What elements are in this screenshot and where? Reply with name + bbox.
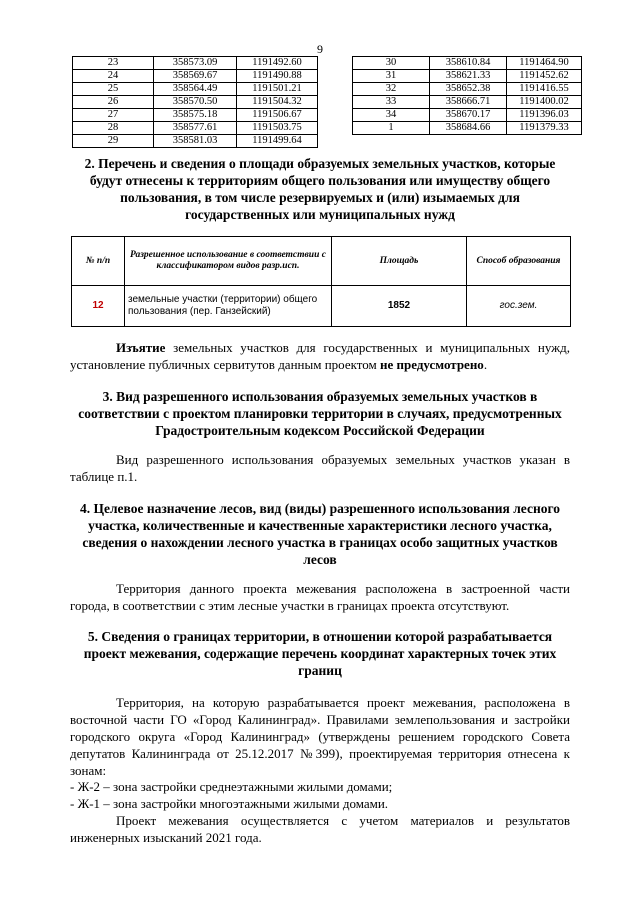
coordinate-x: 358581.03 <box>154 135 237 148</box>
coordinates-table-right <box>352 56 582 135</box>
section5-text: Территория, на которую разрабатывается проект межевания, расположена в восточной части ГО «Город Калининград». Правилами землепользования и застройки городского округа «Город Калининград» (утверждены решением городского Совета депутатов Калининграда от 25.12.2017 №399), проектируемая территория отнесена к зонам: <box>70 695 570 778</box>
point-number: 34 <box>353 109 430 122</box>
point-number: 25 <box>73 83 154 96</box>
parcel-number: 12 <box>72 286 125 327</box>
table-row <box>72 286 571 327</box>
coordinate-y: 1191379.33 <box>507 122 582 135</box>
coordinate-y: 1191492.60 <box>237 57 318 70</box>
coordinate-x: 358610.84 <box>430 57 507 70</box>
coordinate-x: 358684.66 <box>430 122 507 135</box>
header-use: Разрешенное использование в соответствии с классификатором видов разр.исп. <box>125 237 332 286</box>
section4-title: 4. Целевое назначение лесов, вид (виды) разрешенного использования лесного участка, количественные и качественные характеристики лесного участка, сведения о нахождении лесного участка в границах особо защитных участков лесов <box>79 501 561 567</box>
coordinate-y: 1191464.90 <box>507 57 582 70</box>
point-number: 30 <box>353 57 430 70</box>
coordinates-table-left <box>72 56 318 148</box>
table-row <box>353 57 582 70</box>
coordinate-x: 358569.67 <box>154 70 237 83</box>
point-number: 28 <box>73 122 154 135</box>
header-area: Площадь <box>332 237 467 286</box>
coordinate-x: 358564.49 <box>154 83 237 96</box>
coordinate-x: 358570.50 <box>154 96 237 109</box>
section3-text: Вид разрешенного использования образуемых земельных участков указан в таблице п.1. <box>70 452 570 484</box>
note-lead: Изъятие <box>116 340 166 355</box>
parcel-method: гос.зем. <box>467 286 571 327</box>
table-row <box>353 70 582 83</box>
section2-title: 2. Перечень и сведения о площади образуемых земельных участков, которые будут отнесены к территориям общего пользования или имуществу общего пользования, в том числе резервируемых и (или) изымаемых для государственных или муниципальных нужд <box>84 156 556 222</box>
coordinate-y: 1191400.02 <box>507 96 582 109</box>
coordinate-x: 358666.71 <box>430 96 507 109</box>
parcel-area: 1852 <box>332 286 467 327</box>
note-end: . <box>483 357 488 372</box>
page-number: 9 <box>317 42 323 56</box>
parcel-table-header-row <box>72 237 571 286</box>
note-middle: земельных участков для государственных и муниципальных нужд, установление публичных сервитутов данным проектом <box>70 340 570 372</box>
point-number: 23 <box>73 57 154 70</box>
header-number: № п/п <box>72 237 125 286</box>
parcel-table <box>71 236 571 327</box>
section5-title: 5. Сведения о границах территории, в отношении которой разрабатывается проект межевания, содержащие перечень координат характерных точек этих границ <box>83 629 557 678</box>
coordinate-y: 1191504.32 <box>237 96 318 109</box>
zone-item-1: - Ж-2 – зона застройки среднеэтажными жилыми домами; <box>70 779 393 794</box>
table-row <box>353 109 582 122</box>
coordinate-y: 1191503.75 <box>237 122 318 135</box>
table-row <box>73 109 318 122</box>
coordinate-y: 1191452.62 <box>507 70 582 83</box>
coordinate-y: 1191416.55 <box>507 83 582 96</box>
header-method: Способ образования <box>467 237 571 286</box>
point-number: 1 <box>353 122 430 135</box>
point-number: 31 <box>353 70 430 83</box>
coordinate-y: 1191506.67 <box>237 109 318 122</box>
table-row <box>353 96 582 109</box>
point-number: 24 <box>73 70 154 83</box>
table-row <box>73 122 318 135</box>
coordinate-y: 1191501.21 <box>237 83 318 96</box>
section3-title: 3. Вид разрешенного использования образуемых земельных участков в соответствии с проектом планировки территории в случаях, предусмотренных Градостроительным кодексом Российской Федерации <box>78 389 562 438</box>
point-number: 29 <box>73 135 154 148</box>
coordinate-y: 1191499.64 <box>237 135 318 148</box>
note-bold: не предусмотрено <box>379 357 484 372</box>
point-number: 33 <box>353 96 430 109</box>
section5-final: Проект межевания осуществляется с учетом материалов и результатов инженерных изысканий 2021 года. <box>70 813 570 845</box>
point-number: 26 <box>73 96 154 109</box>
table-row <box>73 96 318 109</box>
table-row <box>353 122 582 135</box>
coordinate-x: 358621.33 <box>430 70 507 83</box>
coordinate-y: 1191396.03 <box>507 109 582 122</box>
table-row <box>73 135 318 148</box>
point-number: 32 <box>353 83 430 96</box>
section4-text: Территория данного проекта межевания расположена в застроенной части города, в соответствии с этим лесные участки в границах проекта отсутствуют. <box>70 581 570 613</box>
coordinate-x: 358575.18 <box>154 109 237 122</box>
coordinate-x: 358577.61 <box>154 122 237 135</box>
coordinate-y: 1191490.88 <box>237 70 318 83</box>
table-row <box>73 70 318 83</box>
coordinate-x: 358652.38 <box>430 83 507 96</box>
coordinate-x: 358573.09 <box>154 57 237 70</box>
zone-item-2: - Ж-1 – зона застройки многоэтажными жилыми домами. <box>70 796 389 811</box>
table-row <box>73 57 318 70</box>
point-number: 27 <box>73 109 154 122</box>
table-row <box>353 83 582 96</box>
parcel-use: земельные участки (территории) общего пользования (пер. Ганзейский) <box>125 286 332 327</box>
table-row <box>73 83 318 96</box>
coordinate-x: 358670.17 <box>430 109 507 122</box>
section2-note <box>70 339 570 373</box>
